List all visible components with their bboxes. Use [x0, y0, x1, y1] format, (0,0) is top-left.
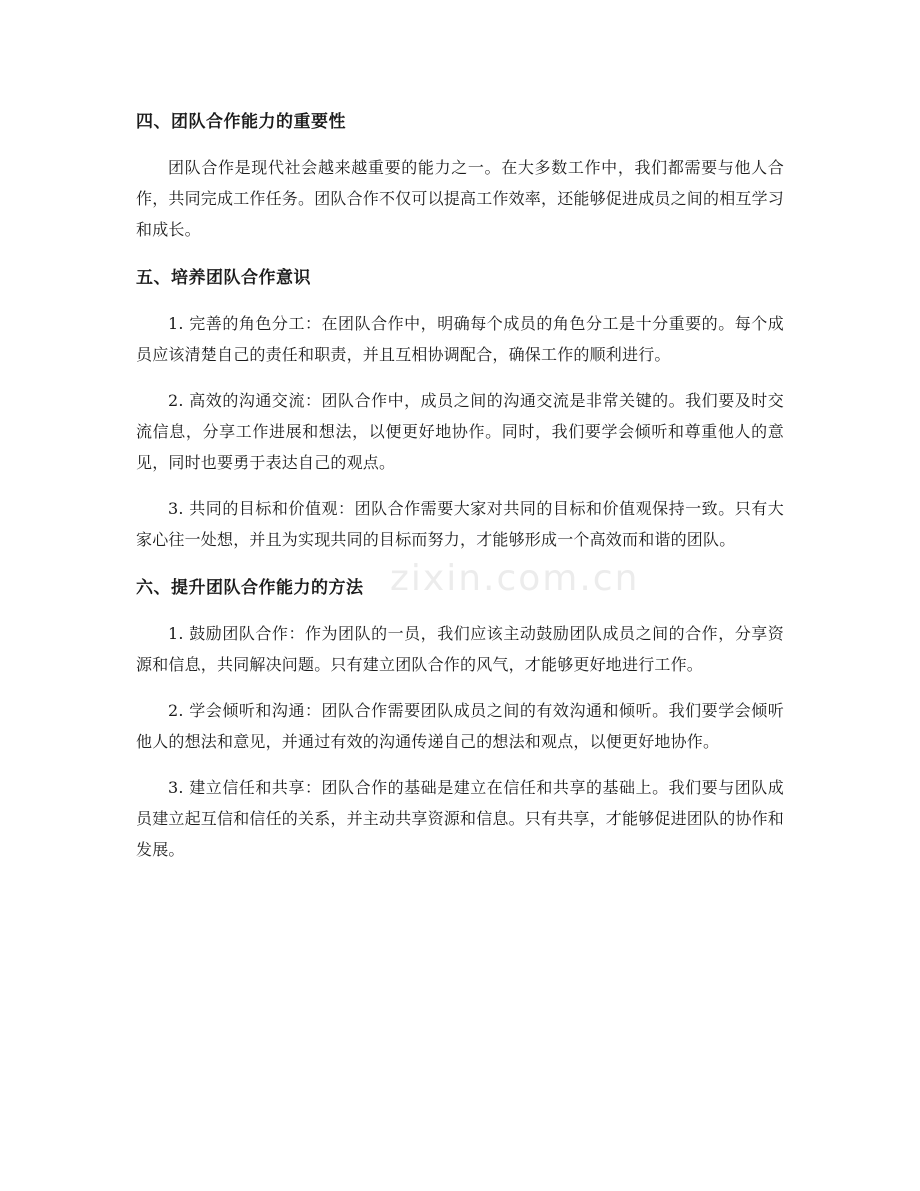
section-cultivate-awareness — [136, 260, 784, 555]
paragraph: 2. 高效的沟通交流：团队合作中，成员之间的沟通交流是非常关键的。我们要及时交流信息，分享工作进展和想法，以便更好地协作。同时，我们要学会倾听和尊重他人的意见，同时也要勇于表达自己的观点。 — [136, 391, 784, 472]
paragraph: 3. 共同的目标和价值观：团队合作需要大家对共同的目标和价值观保持一致。只有大家心往一处想，并且为实现共同的目标而努力，才能够形成一个高效而和谐的团队。 — [136, 499, 784, 549]
document-body — [136, 104, 784, 880]
paragraph: 1. 鼓励团队合作：作为团队的一员，我们应该主动鼓励团队成员之间的合作，分享资源和信息，共同解决问题。只有建立团队合作的风气，才能够更好地进行工作。 — [136, 624, 784, 674]
section-heading: 五、培养团队合作意识 — [136, 268, 311, 288]
section-heading: 四、团队合作能力的重要性 — [136, 112, 346, 132]
paragraph: 2. 学会倾听和沟通：团队合作需要团队成员之间的有效沟通和倾听。我们要学会倾听他人的想法和意见，并通过有效的沟通传递自己的想法和观点，以便更好地协作。 — [136, 701, 784, 751]
paragraph: 团队合作是现代社会越来越重要的能力之一。在大多数工作中，我们都需要与他人合作，共同完成工作任务。团队合作不仅可以提高工作效率，还能够促进成员之间的相互学习和成长。 — [136, 158, 785, 239]
section-importance — [136, 104, 784, 245]
paragraph: 1. 完善的角色分工：在团队合作中，明确每个成员的角色分工是十分重要的。每个成员应该清楚自己的责任和职责，并且互相协调配合，确保工作的顺利进行。 — [136, 314, 784, 364]
paragraph: 3. 建立信任和共享：团队合作的基础是建立在信任和共享的基础上。我们要与团队成员建立起互信和信任的关系，并主动共享资源和信息。只有共享，才能够促进团队的协作和发展。 — [136, 778, 785, 859]
section-improve-methods — [136, 570, 784, 865]
section-heading: 六、提升团队合作能力的方法 — [136, 578, 364, 598]
watermark: zixin.com.cn — [390, 558, 640, 599]
